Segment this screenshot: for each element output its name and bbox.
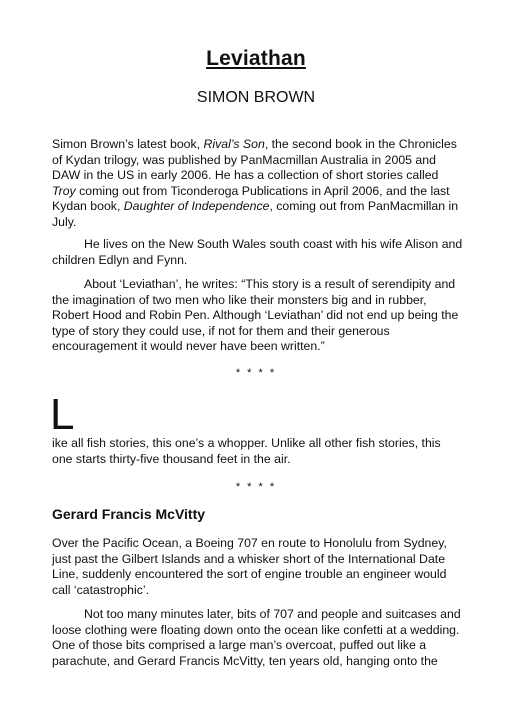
section-separator: * * * * — [235, 367, 277, 379]
bio-text: coming out from Ticonderoga Publications in April 2006, and the last Kydan book, — [52, 183, 450, 214]
story-opening: ike all fish stories, this one’s a whopper. Unlike all other fish stories, this one starts thirty-five thousand feet in the air. — [52, 436, 441, 466]
section-heading: Gerard Francis McVitty — [52, 506, 206, 522]
book-title-daughter-of-independence: Daughter of Independence — [123, 199, 270, 214]
drop-cap: L — [50, 390, 75, 439]
story-paragraph-1: Over the Pacific Ocean, a Boeing 707 en route to Honolulu from Sydney, just past the Gilbert Islands and a whisker short of the International Date Line, suddenly encountered the sort of engine trouble an engineer would call ‘catastrophic’. — [52, 536, 447, 597]
bio-paragraph-3: About ‘Leviathan’, he writes: “This story is a result of serendipity and the imagination of two men who like their monsters big and in rubber, Robert Hood and Robin Pen. Although ‘Leviathan’ did not end up being the type of story they could use, if not for them and their generous encouragement it would never have been written.” — [52, 277, 459, 354]
story-title: Leviathan — [206, 47, 306, 70]
bio-text: , the second book in the Chronicles of Kydan trilogy, was published by PanMacmillan Australia in 2005 and DAW in the US in early 2006. He has a collection of short stories called — [52, 137, 457, 183]
book-title-rivals-son: Rival’s Son — [203, 137, 265, 151]
book-title-troy: Troy — [52, 183, 76, 198]
author-name: SIMON BROWN — [196, 89, 316, 106]
bio-paragraph-1 — [52, 137, 464, 231]
story-paragraph-2: Not too many minutes later, bits of 707 and people and suitcases and loose clothing were floating down onto the ocean like confetti at a wedding. One of those bits comprised a large man’s overcoat, puffed out like a parachute, and Gerard Francis McVitty, ten years old, hanging onto the — [52, 607, 461, 668]
section-separator: * * * * — [235, 481, 277, 493]
bio-text: Simon Brown’s latest book, — [52, 137, 204, 151]
bio-text: , coming out from PanMacmillan in July. — [52, 199, 459, 229]
bio-paragraph-2: He lives on the New South Wales south coast with his wife Alison and children Edlyn and Fynn. — [52, 237, 463, 267]
